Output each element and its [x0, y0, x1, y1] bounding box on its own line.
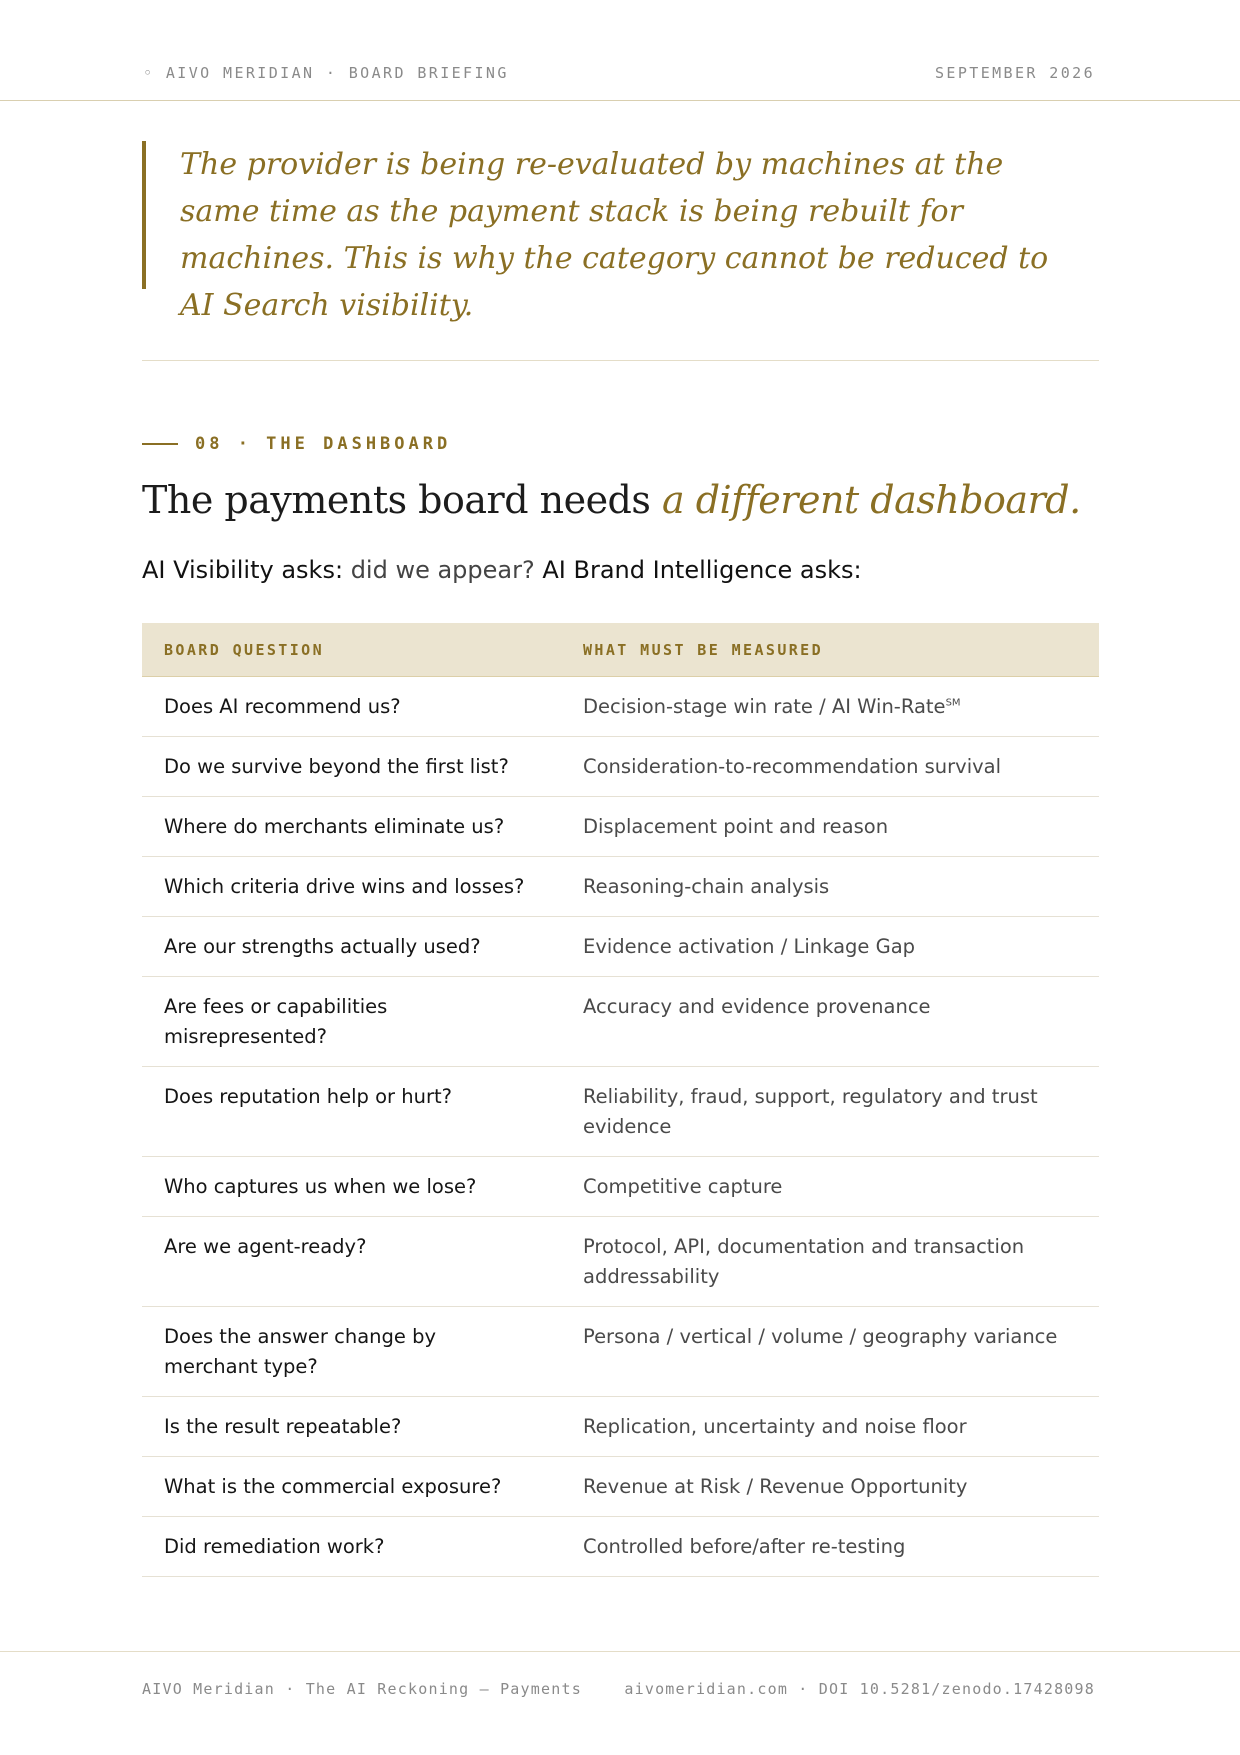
board-question: Where do merchants eliminate us?: [142, 797, 561, 857]
footer-doi: aivomeridian.com · DOI 10.5281/zenodo.17428098: [624, 1680, 1095, 1698]
dashboard-table: [142, 623, 1099, 1577]
board-question: Are our strengths actually used?: [142, 917, 561, 977]
title-plain: The payments board needs: [142, 478, 662, 522]
measure-text: Protocol, API, documentation and transaction addressability: [561, 1217, 1099, 1307]
table-row: [142, 1457, 1099, 1517]
measure-text: Replication, uncertainty and noise floor: [561, 1397, 1099, 1457]
eyebrow-label: 08 · THE DASHBOARD: [195, 434, 452, 454]
column-header-measure: WHAT MUST BE MEASURED: [561, 623, 1099, 677]
table-header-row: [142, 623, 1099, 677]
header-date: SEPTEMBER 2026: [934, 64, 1095, 82]
pull-quote-text: The provider is being re-evaluated by machines at the same time as the payment stack is being rebuilt for machines. This is why the category cannot be reduced to AI Search visibility.: [180, 147, 1049, 323]
table-row: [142, 1157, 1099, 1217]
section-divider: [142, 360, 1099, 361]
board-question: What is the commercial exposure?: [142, 1457, 561, 1517]
table-row: [142, 1307, 1099, 1397]
section-eyebrow: [142, 434, 451, 454]
table-row: [142, 797, 1099, 857]
board-question: Does the answer change by merchant type?: [142, 1307, 561, 1397]
column-header-question: BOARD QUESTION: [142, 623, 561, 677]
board-question: Are we agent-ready?: [142, 1217, 561, 1307]
service-mark: SM: [945, 697, 961, 709]
board-question: Do we survive beyond the first list?: [142, 737, 561, 797]
section-title: [142, 472, 1081, 528]
measure-text: Reasoning-chain analysis: [561, 857, 1099, 917]
measure-text: Accuracy and evidence provenance: [561, 977, 1099, 1067]
board-question: Who captures us when we lose?: [142, 1157, 561, 1217]
measure-cell: [561, 677, 1099, 737]
measure-text: Persona / vertical / volume / geography variance: [561, 1307, 1099, 1397]
measure-text: Consideration-to-recommendation survival: [561, 737, 1099, 797]
lede-visibility-question: did we appear?: [350, 556, 535, 584]
table-row: [142, 1067, 1099, 1157]
board-question: Does AI recommend us?: [142, 677, 561, 737]
title-accent: a different dashboard.: [661, 478, 1081, 522]
measure-text: Competitive capture: [561, 1157, 1099, 1217]
measure-text: Reliability, fraud, support, regulatory and trust evidence: [561, 1067, 1099, 1157]
eyebrow-rule: [142, 443, 178, 445]
table-row: [142, 1397, 1099, 1457]
measure-text: Decision-stage win rate / AI Win-Rate: [583, 695, 946, 718]
table-row: [142, 977, 1099, 1067]
board-question: Did remediation work?: [142, 1517, 561, 1577]
table-row: [142, 857, 1099, 917]
lede-intelligence-label: AI Brand Intelligence asks:: [542, 556, 862, 584]
footer-publication: AIVO Meridian · The AI Reckoning — Payments: [142, 1680, 582, 1698]
page-footer: [0, 1651, 1240, 1755]
section-lede: [142, 552, 862, 588]
table-row: [142, 1217, 1099, 1307]
table-row: [142, 677, 1099, 737]
table-row: [142, 1517, 1099, 1577]
board-question: Are fees or capabilities misrepresented?: [142, 977, 561, 1067]
measure-text: Controlled before/after re-testing: [561, 1517, 1099, 1577]
header-brand: ◦ AIVO MERIDIAN · BOARD BRIEFING: [143, 64, 509, 82]
table-row: [142, 917, 1099, 977]
measure-text: Evidence activation / Linkage Gap: [561, 917, 1099, 977]
measure-text: Displacement point and reason: [561, 797, 1099, 857]
board-question: Is the result repeatable?: [142, 1397, 561, 1457]
board-question: Which criteria drive wins and losses?: [142, 857, 561, 917]
page-header: [0, 0, 1240, 101]
table-row: [142, 737, 1099, 797]
measure-text: Revenue at Risk / Revenue Opportunity: [561, 1457, 1099, 1517]
pull-quote: [142, 141, 1072, 323]
board-question: Does reputation help or hurt?: [142, 1067, 561, 1157]
lede-visibility-label: AI Visibility asks:: [142, 556, 344, 584]
